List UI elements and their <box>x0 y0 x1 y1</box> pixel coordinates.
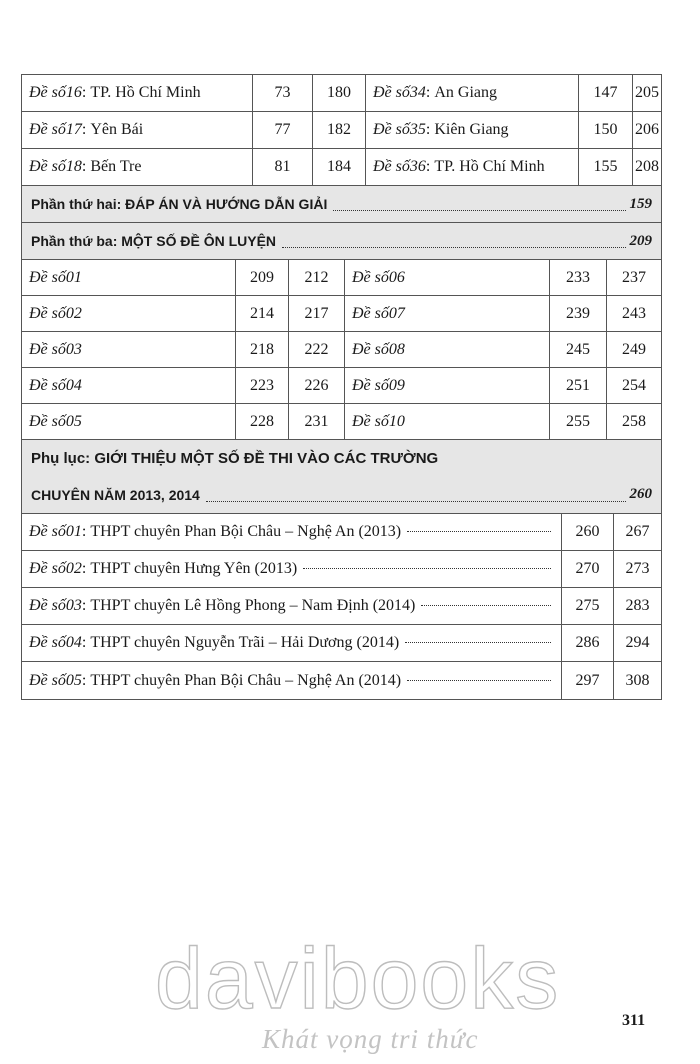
toc-row <box>22 588 661 625</box>
toc-page-start: 218 <box>236 332 289 367</box>
toc-section-part-two <box>22 186 661 223</box>
toc-entry-title: Đề số 03 : THPT chuyên Lê Hồng Phong – Nam Định (2014) <box>22 588 562 624</box>
toc-page-end: 249 <box>622 340 646 358</box>
toc-page-end: 226 <box>289 368 345 403</box>
toc-row <box>22 149 661 186</box>
section-title-continued: CHUYÊN NĂM 2013, 2014 <box>31 486 200 503</box>
toc-page-start: 286 <box>562 625 614 661</box>
toc-page-start: 251 <box>550 368 607 403</box>
page-number: 311 <box>622 1012 646 1029</box>
dot-leader <box>303 567 551 569</box>
toc-page-end: 231 <box>289 404 345 439</box>
toc-page-start: 228 <box>236 404 289 439</box>
section-heading <box>22 477 661 514</box>
toc-page-end: 208 <box>635 158 659 175</box>
toc-row <box>22 551 661 588</box>
toc-section-appendix <box>22 440 661 514</box>
toc-row <box>22 112 661 149</box>
dot-leader <box>407 530 551 532</box>
toc-page-end: 283 <box>625 597 650 614</box>
toc-entry-title: Đề số 16 : TP. Hồ Chí Minh <box>22 75 253 111</box>
toc-page-start: 297 <box>562 662 614 699</box>
toc-entry-title: Đề số 05 <box>22 404 236 439</box>
toc-entry-title: Đề số 03 <box>22 332 236 367</box>
section-title: Phần thứ ba: MỘT SỐ ĐỀ ÔN LUYỆN <box>31 233 277 249</box>
toc-page-end: 254 <box>622 376 646 394</box>
toc-page-end: 184 <box>313 149 366 185</box>
toc-row <box>22 296 661 332</box>
watermark-brand: davibooks <box>155 931 561 1027</box>
toc-page-start: 81 <box>253 149 313 185</box>
toc-entry-title: Đề số 01 <box>22 260 236 295</box>
toc-page-start: 270 <box>562 551 614 587</box>
toc-page-end: 180 <box>313 75 366 111</box>
section-heading <box>22 223 661 259</box>
toc-entry-title: Đề số 07 <box>345 296 550 331</box>
toc-entry-title: Đề số 09 <box>345 368 550 403</box>
toc-row <box>22 332 661 368</box>
toc-page-end: 237 <box>622 268 646 286</box>
dot-leader <box>206 500 626 502</box>
toc-page-start: 147 <box>579 75 633 111</box>
toc-page-start: 155 <box>579 149 633 185</box>
toc-entry-title: Đề số 36 : TP. Hồ Chí Minh <box>366 149 579 185</box>
toc-page-end: 267 <box>625 523 650 540</box>
toc-page-start: 245 <box>550 332 607 367</box>
toc-page-end: 212 <box>289 260 345 295</box>
toc-page-start: 214 <box>236 296 289 331</box>
toc-page-end: 206 <box>635 121 659 138</box>
toc-page-start: 209 <box>236 260 289 295</box>
toc-row <box>22 260 661 296</box>
toc-page-start: 77 <box>253 112 313 148</box>
toc-page-start: 223 <box>236 368 289 403</box>
toc-entry-title: Đề số 35 : Kiên Giang <box>366 112 579 148</box>
toc-row <box>22 75 661 112</box>
toc-page-start: 260 <box>562 514 614 550</box>
table-of-contents <box>21 74 662 700</box>
toc-page-end: 308 <box>625 671 650 689</box>
toc-entry-title: Đề số 02 <box>22 296 236 331</box>
section-title: Phụ lục: GIỚI THIỆU MỘT SỐ ĐỀ THI VÀO CÁC TRƯỜNG <box>31 449 439 467</box>
toc-entry-title: Đề số 18 : Bến Tre <box>22 149 253 185</box>
toc-row <box>22 662 661 699</box>
toc-entry-title: Đề số 08 <box>345 332 550 367</box>
toc-page-start: 73 <box>253 75 313 111</box>
toc-entry-title: Đề số 04 <box>22 368 236 403</box>
toc-entry-title: Đề số 05 : THPT chuyên Phan Bội Châu – Nghệ An (2014) <box>22 662 562 699</box>
toc-page-start: 275 <box>562 588 614 624</box>
toc-page-end: 294 <box>625 634 650 651</box>
toc-page-end: 273 <box>625 560 650 577</box>
toc-row <box>22 625 661 662</box>
toc-page-end: 217 <box>289 296 345 331</box>
dot-leader <box>405 641 551 643</box>
toc-entry-title: Đề số 06 <box>345 260 550 295</box>
toc-row <box>22 404 661 440</box>
watermark-tagline: Khát vọng tri thức <box>262 1024 479 1054</box>
toc-page-start: 150 <box>579 112 633 148</box>
dot-leader <box>421 604 551 606</box>
toc-row <box>22 514 661 551</box>
toc-entry-title: Đề số 04 : THPT chuyên Nguyễn Trãi – Hải Dương (2014) <box>22 625 562 661</box>
section-page: 159 <box>629 195 652 212</box>
toc-page-start: 255 <box>550 404 607 439</box>
section-title: Phần thứ hai: ĐÁP ÁN VÀ HƯỚNG DẪN GIẢI <box>31 196 328 212</box>
toc-row <box>22 368 661 404</box>
dot-leader <box>333 209 625 211</box>
toc-entry-title: Đề số 17 : Yên Bái <box>22 112 253 148</box>
toc-entry-title: Đề số 02 : THPT chuyên Hưng Yên (2013) <box>22 551 562 587</box>
toc-page-end: 205 <box>635 84 659 101</box>
dot-leader <box>282 246 625 248</box>
dot-leader <box>407 679 551 681</box>
toc-entry-title: Đề số 34 : An Giang <box>366 75 579 111</box>
toc-page-end: 222 <box>289 332 345 367</box>
section-page: 260 <box>629 486 652 503</box>
toc-entry-title: Đề số 10 <box>345 404 550 439</box>
section-heading <box>22 186 661 222</box>
toc-entry-title: Đề số 01 : THPT chuyên Phan Bội Châu – Nghệ An (2013) <box>22 514 562 550</box>
section-page: 209 <box>629 232 652 249</box>
toc-page-start: 233 <box>550 260 607 295</box>
toc-page-end: 243 <box>622 304 646 322</box>
toc-page-start: 239 <box>550 296 607 331</box>
toc-page-end: 182 <box>313 112 366 148</box>
toc-section-part-three <box>22 223 661 260</box>
toc-page-end: 258 <box>622 412 646 430</box>
